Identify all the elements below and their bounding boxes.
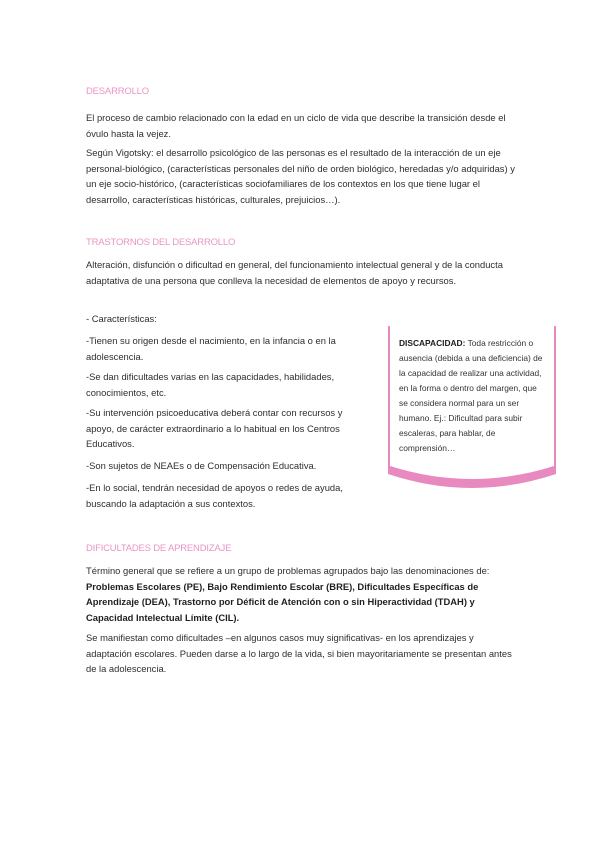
desarrollo-definition: El proceso de cambio relacionado con la edad en un ciclo de vida que describe la transición desde el óvulo hasta la vejez.	[86, 112, 506, 139]
list-item: -Son sujetos de NEAEs o de Compensación Educativa.	[86, 460, 317, 471]
desarrollo-vigotsky: Según Vigotsky: el desarrollo psicológico de las personas es el resultado de la interacción de un eje personal-biológico, (características personales del niño de orden biológico, heredadas y/o adquiridas) y un eje socio-histórico, (características sociofamiliares de los contextos en los que tiene lugar el desarrollo, características históricas, culturales, prejuicios…).	[86, 147, 515, 205]
discapacidad-body: Toda restricción o ausencia (debida a una deficiencia) de la capacidad de realizar una actividad, en la forma o dentro del margen, que se considera normal para un ser humano. Ej.: Dificultad para subir escaleras, para hablar, de comprensión…	[399, 338, 543, 453]
discapacidad-title: DISCAPACIDAD:	[399, 338, 466, 348]
dificultades-definition	[86, 563, 518, 625]
list-item: -En lo social, tendrán necesidad de apoyos o redes de ayuda, buscando la adaptación a sus contextos.	[86, 482, 343, 509]
dificultades-lead: Término general que se refiere a un grupo de problemas agrupados bajo las denominaciones de:	[86, 565, 490, 576]
dificultades-manifestation: Se manifiestan como dificultades –en algunos casos muy significativas- en los aprendizajes y adaptación escolares. Pueden darse a lo largo de la vida, si bien mayoritariamente se presentan antes de la adolescencia.	[86, 632, 512, 674]
heading-dificultades: DIFICULTADES DE APRENDIZAJE	[86, 543, 232, 554]
list-item: -Tienen su origen desde el nacimiento, en la infancia o en la adolescencia.	[86, 335, 336, 362]
heading-trastornos: TRASTORNOS DEL DESARROLLO	[86, 237, 236, 248]
caracteristicas-label: - Características:	[86, 313, 157, 324]
trastornos-definition: Alteración, disfunción o dificultad en general, del funcionamiento intelectual general y de la conducta adaptativa de una persona que conlleva la necesidad de elementos de apoyo y recursos.	[86, 259, 503, 286]
list-item: -Se dan dificultades varias en las capacidades, habilidades, conocimientos, etc.	[86, 371, 335, 398]
list-item: -Su intervención psicoeducativa deberá contar con recursos y apoyo, de carácter extraordinario a lo habitual en los Centros Educativos.	[86, 407, 343, 449]
dificultades-list: Problemas Escolares (PE), Bajo Rendimiento Escolar (BRE), Dificultades Específicas de Aprendizaje (DEA), Trastorno por Déficit de Atención con o sin Hiperactividad (TDAH) y Capacidad Intelectual Límite (CIL).	[86, 580, 479, 623]
discapacidad-callout-text	[399, 336, 547, 456]
heading-desarrollo: DESARROLLO	[86, 86, 149, 97]
